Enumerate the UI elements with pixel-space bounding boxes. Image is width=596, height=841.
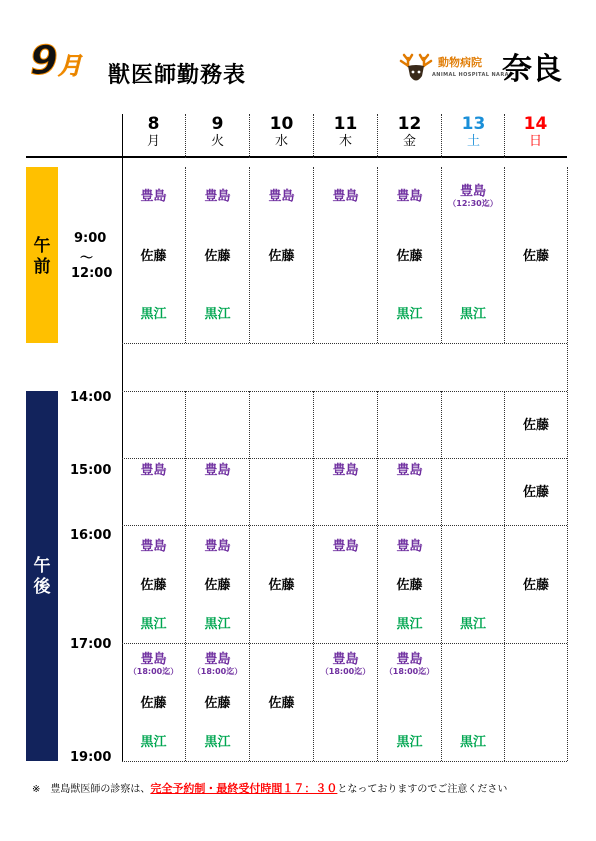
kuroe-entry: 黒江 [204, 735, 231, 750]
toyoshima-entry: 豊島 [268, 189, 295, 204]
sato-entry: 佐藤 [268, 249, 295, 264]
kuroe-entry: 黒江 [459, 307, 486, 322]
sato-entry: 佐藤 [204, 249, 231, 264]
footnote-emphasis: 完全予約制・最終受付時間１７：３０ [150, 782, 338, 795]
toyoshima-entry: 豊島 （18:00迄） [378, 652, 441, 676]
toyoshima-entry: 豊島 [140, 539, 167, 554]
toyoshima-entry: 豊島 [332, 539, 359, 554]
grid-line [504, 114, 505, 158]
toyoshima-note: （18:00迄） [128, 667, 179, 676]
kuroe-entry: 黒江 [204, 307, 231, 322]
sato-entry: 佐藤 [396, 249, 423, 264]
toyoshima-entry: 豊島 [140, 463, 167, 478]
time-label: 14:00 [70, 390, 112, 405]
day-header-11: 11 木 [333, 114, 358, 149]
grid-line [441, 391, 442, 761]
grid-line [122, 643, 567, 644]
grid-line [567, 167, 568, 761]
toyoshima-note: （18:00迄） [320, 667, 371, 676]
sato-entry: 佐藤 [396, 578, 423, 593]
day-header-14: 14 日 [523, 114, 548, 149]
toyoshima-entry: 豊島 [204, 189, 231, 204]
footnote-text: 豊島獣医師の診察は、 [50, 784, 151, 795]
kuroe-entry: 黒江 [140, 307, 167, 322]
month-unit: 月 [57, 52, 82, 80]
kuroe-entry: 黒江 [459, 617, 486, 632]
pm-period-label: 午 後 [33, 556, 51, 597]
sato-entry: 佐藤 [140, 249, 167, 264]
toyoshima-entry: 豊島 [396, 463, 423, 478]
time-label: 19:00 [70, 750, 112, 765]
sato-entry: 佐藤 [522, 578, 549, 593]
toyoshima-entry: 豊島 [332, 463, 359, 478]
toyoshima-entry: 豊島 [140, 189, 167, 204]
toyoshima-note: （12:30迄） [448, 199, 498, 208]
time-label: ～ [80, 251, 94, 266]
deer-antler-icon [398, 52, 434, 86]
toyoshima-entry: 豊島 [396, 539, 423, 554]
time-label: 17:00 [70, 637, 112, 652]
grid-line [313, 391, 314, 761]
toyoshima-entry: 豊島 [396, 189, 423, 204]
kuroe-entry: 黒江 [204, 617, 231, 632]
logo-place: 奈良 [502, 52, 562, 87]
am-period-label: 午 前 [33, 236, 51, 277]
sato-entry: 佐藤 [204, 578, 231, 593]
toyoshima-entry: 豊島 [204, 463, 231, 478]
grid-line [122, 114, 123, 158]
month-heading [30, 38, 82, 84]
day-header-8: 8 月 [146, 114, 160, 149]
toyoshima-note: （18:00迄） [192, 667, 243, 676]
grid-line [441, 114, 442, 158]
footnote-mark: ※ [32, 784, 41, 795]
sato-entry: 佐藤 [522, 418, 549, 433]
toyoshima-note: （18:00迄） [384, 667, 435, 676]
sato-entry: 佐藤 [268, 696, 295, 711]
kuroe-entry: 黒江 [459, 735, 486, 750]
grid-line [122, 343, 567, 344]
sato-entry: 佐藤 [204, 696, 231, 711]
grid-line [122, 458, 567, 459]
toyoshima-entry: 豊島 （18:00迄） [314, 652, 377, 676]
grid-line [504, 391, 505, 761]
grid-line [185, 114, 186, 158]
time-label: 12:00 [71, 266, 113, 281]
logo-english: ANIMAL HOSPITAL NARA [432, 72, 509, 78]
kuroe-entry: 黒江 [396, 617, 423, 632]
sato-entry: 佐藤 [522, 249, 549, 264]
toyoshima-entry: 豊島 （18:00迄） [122, 652, 185, 676]
kuroe-entry: 黒江 [140, 735, 167, 750]
logo-name: 動物病院 [438, 56, 482, 69]
grid-line [377, 114, 378, 158]
day-header-9: 9 火 [210, 114, 224, 149]
sato-entry: 佐藤 [522, 485, 549, 500]
grid-line [313, 114, 314, 158]
kuroe-entry: 黒江 [396, 735, 423, 750]
toyoshima-entry: 豊島 [332, 189, 359, 204]
day-header-10: 10 水 [269, 114, 294, 149]
month-number: 9 [30, 38, 58, 84]
grid-line [249, 114, 250, 158]
kuroe-entry: 黒江 [140, 617, 167, 632]
grid-line [122, 761, 567, 762]
header-rule [26, 156, 567, 158]
sato-entry: 佐藤 [268, 578, 295, 593]
toyoshima-entry: 豊島 （18:00迄） [186, 652, 249, 676]
day-header-12: 12 金 [397, 114, 422, 149]
footnote [32, 780, 507, 796]
toyoshima-entry: 豊島 （12:30迄） [442, 184, 504, 208]
kuroe-entry: 黒江 [396, 307, 423, 322]
time-label: 15:00 [70, 463, 112, 478]
toyoshima-entry: 豊島 [204, 539, 231, 554]
page-title: 獣医師勤務表 [108, 63, 247, 88]
footnote-text-end: となっておりますのでご注意ください [337, 784, 508, 795]
time-label: 16:00 [70, 528, 112, 543]
sato-entry: 佐藤 [140, 578, 167, 593]
day-header-13: 13 土 [461, 114, 486, 149]
grid-line [122, 525, 567, 526]
time-label: 9:00 [74, 231, 107, 246]
grid-line [377, 391, 378, 761]
grid-line [122, 391, 567, 392]
sato-entry: 佐藤 [140, 696, 167, 711]
